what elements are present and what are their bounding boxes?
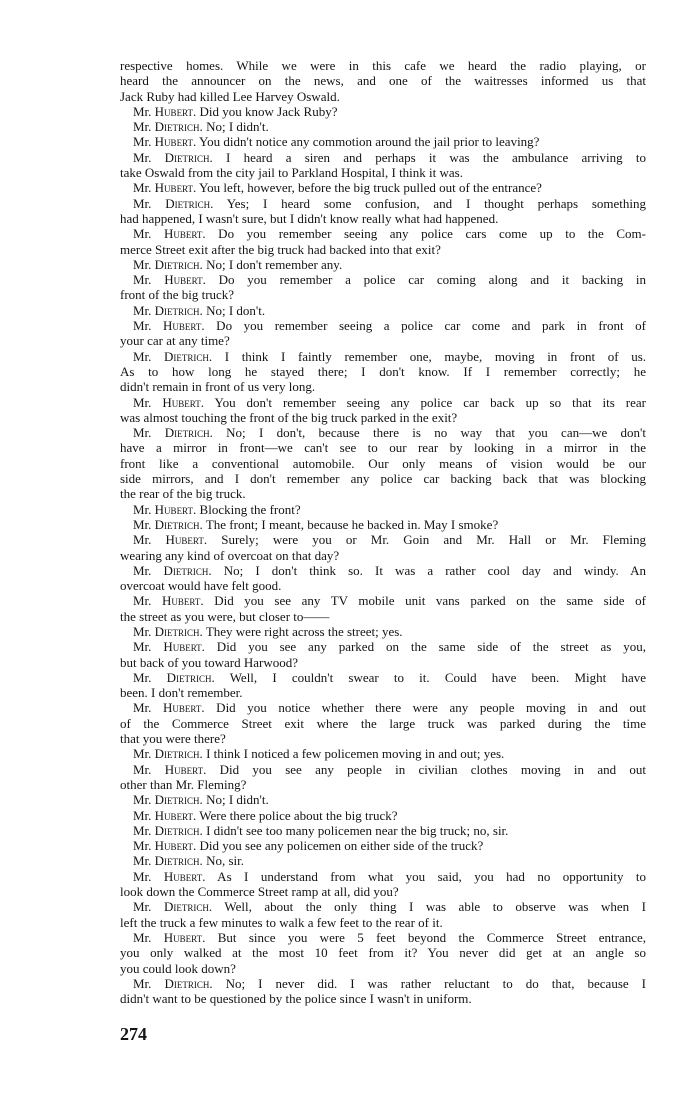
- testimony-paragraph: [120, 563, 646, 594]
- text-line: Mr. Dietrich. I think I faintly remember one, maybe, moving in front of us.: [133, 348, 646, 364]
- speaker-name: Hubert.: [154, 134, 197, 150]
- text-line: Mr. Hubert. Did you know Jack Ruby?: [133, 103, 338, 119]
- testimony-paragraph: [120, 303, 646, 318]
- testimony-paragraph: [120, 119, 646, 134]
- speaker-prefix: Mr.: [133, 501, 155, 517]
- testimony-paragraph: [120, 899, 646, 930]
- text-line: Mr. Dietrich. I didn't see too many policemen near the big truck; no, sir.: [133, 822, 509, 838]
- text-line: Mr. Dietrich. The front; I meant, because he backed in. May I smoke?: [133, 516, 499, 532]
- text-line: have a mirror in front—we can't see to our rear by looking in a mirror in the: [120, 440, 646, 456]
- testimony-paragraph: [120, 792, 646, 807]
- text-line: Mr. Hubert. Do you remember seeing a police car come and park in front of: [133, 318, 646, 334]
- speaker-prefix: Mr.: [133, 761, 165, 777]
- text-line: Mr. Dietrich. No; I don't think so. It was a rather cool day and windy. An: [133, 562, 646, 578]
- text-line: didn't want to be questioned by the police since I wasn't in uniform.: [120, 991, 472, 1007]
- speaker-prefix: Mr.: [133, 226, 164, 242]
- text-line: Mr. Dietrich. Well, about the only thing I was able to observe was when I: [133, 899, 647, 915]
- text-line: your car at any time?: [120, 333, 230, 349]
- speaker-name: Dietrich.: [166, 669, 215, 685]
- speaker-prefix: Mr.: [133, 256, 155, 272]
- speaker-prefix: Mr.: [133, 792, 155, 808]
- testimony-paragraph: [120, 853, 646, 868]
- speaker-name: Hubert.: [164, 272, 206, 288]
- testimony-paragraph: [120, 808, 646, 823]
- speaker-name: Hubert.: [163, 318, 205, 334]
- testimony-paragraph: [120, 593, 646, 624]
- speaker-prefix: Mr.: [133, 807, 155, 823]
- text-line: overcoat would have felt good.: [120, 578, 282, 594]
- text-line: Mr. Dietrich. I heard a siren and perhaps it was the ambulance arriving to: [133, 149, 647, 165]
- text-line: Mr. Dietrich. No; I never did. I was rather reluctant to do that, because I: [133, 975, 646, 991]
- testimony-paragraph: [120, 746, 646, 761]
- speaker-name: Dietrich.: [154, 746, 203, 762]
- text-line: side mirrors, and I don't remember any police car backing back that was blocking: [120, 471, 646, 487]
- speaker-prefix: Mr.: [133, 562, 164, 578]
- text-line: take Oswald from the city jail to Parkland Hospital, I think it was.: [120, 165, 463, 181]
- testimony-paragraph: [120, 196, 646, 227]
- text-line: Mr. Dietrich. No; I didn't.: [133, 792, 269, 808]
- text-line: Mr. Dietrich. No; I don't remember any.: [133, 256, 343, 272]
- speaker-prefix: Mr.: [133, 975, 165, 991]
- text-line: that you were there?: [120, 731, 226, 747]
- text-line: been. I don't remember.: [120, 685, 243, 701]
- text-line: Mr. Hubert. Did you notice whether there were any people moving in and out: [133, 700, 646, 716]
- speaker-prefix: Mr.: [133, 180, 155, 196]
- speaker-prefix: Mr.: [133, 103, 155, 119]
- text-line: front like a conventional automobile. Our only means of vision would be our: [120, 455, 646, 471]
- testimony-paragraph: [120, 976, 646, 1007]
- continued-paragraph: [120, 58, 646, 104]
- speaker-name: Hubert.: [163, 700, 205, 716]
- speaker-name: Dietrich.: [154, 516, 203, 532]
- speaker-name: Dietrich.: [164, 425, 213, 441]
- text-line: Mr. Dietrich. I think I noticed a few policemen moving in and out; yes.: [133, 746, 505, 762]
- testimony-paragraph: [120, 349, 646, 395]
- speaker-name: Hubert.: [162, 394, 204, 410]
- text-line: you only walked at the most 10 feet from it? You never did get at an angle so: [120, 945, 646, 961]
- text-line: Mr. Hubert. Do you remember seeing any police cars come up to the Com-: [133, 226, 646, 242]
- speaker-prefix: Mr.: [133, 746, 155, 762]
- speaker-prefix: Mr.: [133, 394, 163, 410]
- text-line: was almost touching the front of the big truck parked in the exit?: [120, 409, 458, 425]
- speaker-name: Dietrich.: [154, 119, 203, 135]
- text-line: Mr. Hubert. Did you see any people in civilian clothes moving in and out: [133, 761, 646, 777]
- text-line: other than Mr. Fleming?: [120, 776, 247, 792]
- testimony-paragraph: [120, 532, 646, 563]
- speaker-name: Hubert.: [154, 838, 197, 854]
- speaker-name: Hubert.: [163, 639, 205, 655]
- speaker-name: Hubert.: [154, 180, 197, 196]
- text-line: Mr. Dietrich. No; I don't.: [133, 302, 266, 318]
- speaker-prefix: Mr.: [133, 700, 163, 716]
- testimony-paragraph: [120, 257, 646, 272]
- testimony-paragraph: [120, 869, 646, 900]
- testimony-paragraph: [120, 823, 646, 838]
- testimony-paragraph: [120, 180, 646, 195]
- speaker-prefix: Mr.: [133, 195, 166, 211]
- text-line: Mr. Hubert. But since you were 5 feet beyond the Commerce Street entrance,: [133, 929, 647, 945]
- speaker-name: Dietrich.: [164, 149, 213, 165]
- text-line: Mr. Dietrich. Yes; I heard some confusion, and I thought perhaps something: [133, 195, 647, 211]
- speaker-prefix: Mr.: [133, 899, 164, 915]
- speaker-name: Dietrich.: [154, 302, 203, 318]
- text-line: the rear of the big truck.: [120, 486, 246, 502]
- page-number: 274: [120, 1024, 147, 1044]
- text-line: Mr. Hubert. Did you see any policemen on either side of the truck?: [133, 838, 484, 854]
- testimony-paragraph: [120, 272, 646, 303]
- speaker-name: Hubert.: [154, 501, 197, 517]
- transcript-body: [120, 58, 646, 1006]
- text-line: Mr. Hubert. Were there police about the big truck?: [133, 807, 398, 823]
- speaker-prefix: Mr.: [133, 639, 164, 655]
- speaker-prefix: Mr.: [133, 822, 155, 838]
- text-line: heard the announcer on the news, and one of the waitresses informed us that: [120, 73, 646, 89]
- speaker-prefix: Mr.: [133, 853, 155, 869]
- text-line: Jack Ruby had killed Lee Harvey Oswald.: [120, 88, 340, 104]
- text-line: but back of you toward Harwood?: [120, 654, 298, 670]
- text-line: Mr. Dietrich. No; I didn't.: [133, 119, 269, 135]
- speaker-prefix: Mr.: [133, 516, 155, 532]
- speaker-name: Dietrich.: [163, 562, 212, 578]
- text-line: Mr. Dietrich. Well, I couldn't swear to it. Could have been. Might have: [133, 669, 646, 685]
- speaker-prefix: Mr.: [133, 929, 164, 945]
- speaker-name: Dietrich.: [154, 623, 203, 639]
- speaker-name: Hubert.: [163, 929, 206, 945]
- testimony-paragraph: [120, 318, 646, 349]
- text-line: didn't remain in front of us very long.: [120, 379, 316, 395]
- speaker-prefix: Mr.: [133, 593, 163, 609]
- speaker-name: Dietrich.: [163, 899, 213, 915]
- text-line: Mr. Hubert. You left, however, before the big truck pulled out of the entrance?: [133, 180, 542, 196]
- speaker-name: Dietrich.: [164, 975, 213, 991]
- text-line: As to how long he stayed there; I don't know. If I remember correctly; he: [120, 363, 646, 379]
- speaker-name: Hubert.: [165, 532, 208, 548]
- testimony-paragraph: [120, 104, 646, 119]
- speaker-prefix: Mr.: [133, 272, 165, 288]
- speaker-prefix: Mr.: [133, 119, 155, 135]
- speaker-prefix: Mr.: [133, 302, 155, 318]
- speaker-name: Dietrich.: [164, 348, 213, 364]
- testimony-paragraph: [120, 134, 646, 149]
- text-line: merce Street exit after the big truck had backed into that exit?: [120, 241, 441, 257]
- testimony-paragraph: [120, 425, 646, 501]
- testimony-paragraph: [120, 930, 646, 976]
- speaker-prefix: Mr.: [133, 532, 166, 548]
- speaker-name: Hubert.: [164, 761, 207, 777]
- text-line: Mr. Hubert. Did you see any TV mobile unit vans parked on the same side of: [133, 593, 646, 609]
- text-line: the street as you were, but closer to——: [120, 608, 330, 624]
- speaker-name: Dietrich.: [154, 256, 203, 272]
- testimony-paragraph: [120, 838, 646, 853]
- testimony-paragraph: [120, 624, 646, 639]
- speaker-prefix: Mr.: [133, 348, 165, 364]
- speaker-prefix: Mr.: [133, 868, 164, 884]
- testimony-paragraph: [120, 762, 646, 793]
- text-line: Mr. Hubert. Do you remember a police car coming along and it backing in: [133, 272, 646, 288]
- text-line: Mr. Hubert. You didn't notice any commotion around the jail prior to leaving?: [133, 134, 540, 150]
- speaker-name: Hubert.: [154, 103, 197, 119]
- testimony-paragraph: [120, 226, 646, 257]
- testimony-paragraph: [120, 150, 646, 181]
- text-line: Mr. Dietrich. No, sir.: [133, 853, 244, 869]
- text-line: had happened, I wasn't sure, but I didn't know really what had happened.: [120, 210, 499, 226]
- speaker-prefix: Mr.: [133, 838, 155, 854]
- testimony-paragraph: [120, 670, 646, 701]
- speaker-name: Dietrich.: [154, 792, 203, 808]
- text-line: of the Commerce Street exit where the large truck was parked during the time: [120, 715, 646, 731]
- speaker-name: Hubert.: [164, 226, 206, 242]
- testimony-paragraph: [120, 517, 646, 532]
- speaker-name: Hubert.: [154, 807, 197, 823]
- text-line: wearing any kind of overcoat on that day?: [120, 547, 340, 563]
- speaker-name: Dietrich.: [154, 853, 203, 869]
- speaker-name: Hubert.: [162, 593, 204, 609]
- text-line: front of the big truck?: [120, 287, 235, 303]
- speaker-prefix: Mr.: [133, 149, 165, 165]
- text-line: Mr. Hubert. Did you see any parked on the same side of the street as you,: [133, 639, 647, 655]
- text-line: left the truck a few minutes to walk a few feet to the rear of it.: [120, 914, 443, 930]
- text-line: Mr. Hubert. You don't remember seeing any police car back up so that its rear: [133, 394, 646, 410]
- text-line: Mr. Dietrich. They were right across the street; yes.: [133, 623, 403, 639]
- testimony-paragraph: [120, 502, 646, 517]
- text-line: Mr. Hubert. Surely; were you or Mr. Goin and Mr. Hall or Mr. Fleming: [133, 532, 647, 548]
- speaker-name: Dietrich.: [165, 195, 214, 211]
- speaker-prefix: Mr.: [133, 669, 167, 685]
- speaker-prefix: Mr.: [133, 134, 155, 150]
- testimony-paragraph: [120, 639, 646, 670]
- speaker-prefix: Mr.: [133, 318, 163, 334]
- speaker-prefix: Mr.: [133, 623, 155, 639]
- speaker-name: Dietrich.: [154, 822, 203, 838]
- text-line: Mr. Dietrich. No; I don't, because there is no way that you can—we don't: [133, 425, 646, 441]
- text-line: respective homes. While we were in this cafe we heard the radio playing, or: [120, 58, 646, 73]
- text-line: look down the Commerce Street ramp at all, did you?: [120, 884, 399, 900]
- text-line: Mr. Hubert. As I understand from what you said, you had no opportunity to: [133, 868, 646, 884]
- text-line: Mr. Hubert. Blocking the front?: [133, 501, 301, 517]
- text-line: you could look down?: [120, 960, 236, 976]
- testimony-paragraph: [120, 395, 646, 426]
- speaker-prefix: Mr.: [133, 425, 165, 441]
- speaker-name: Hubert.: [163, 868, 206, 884]
- testimony-paragraph: [120, 700, 646, 746]
